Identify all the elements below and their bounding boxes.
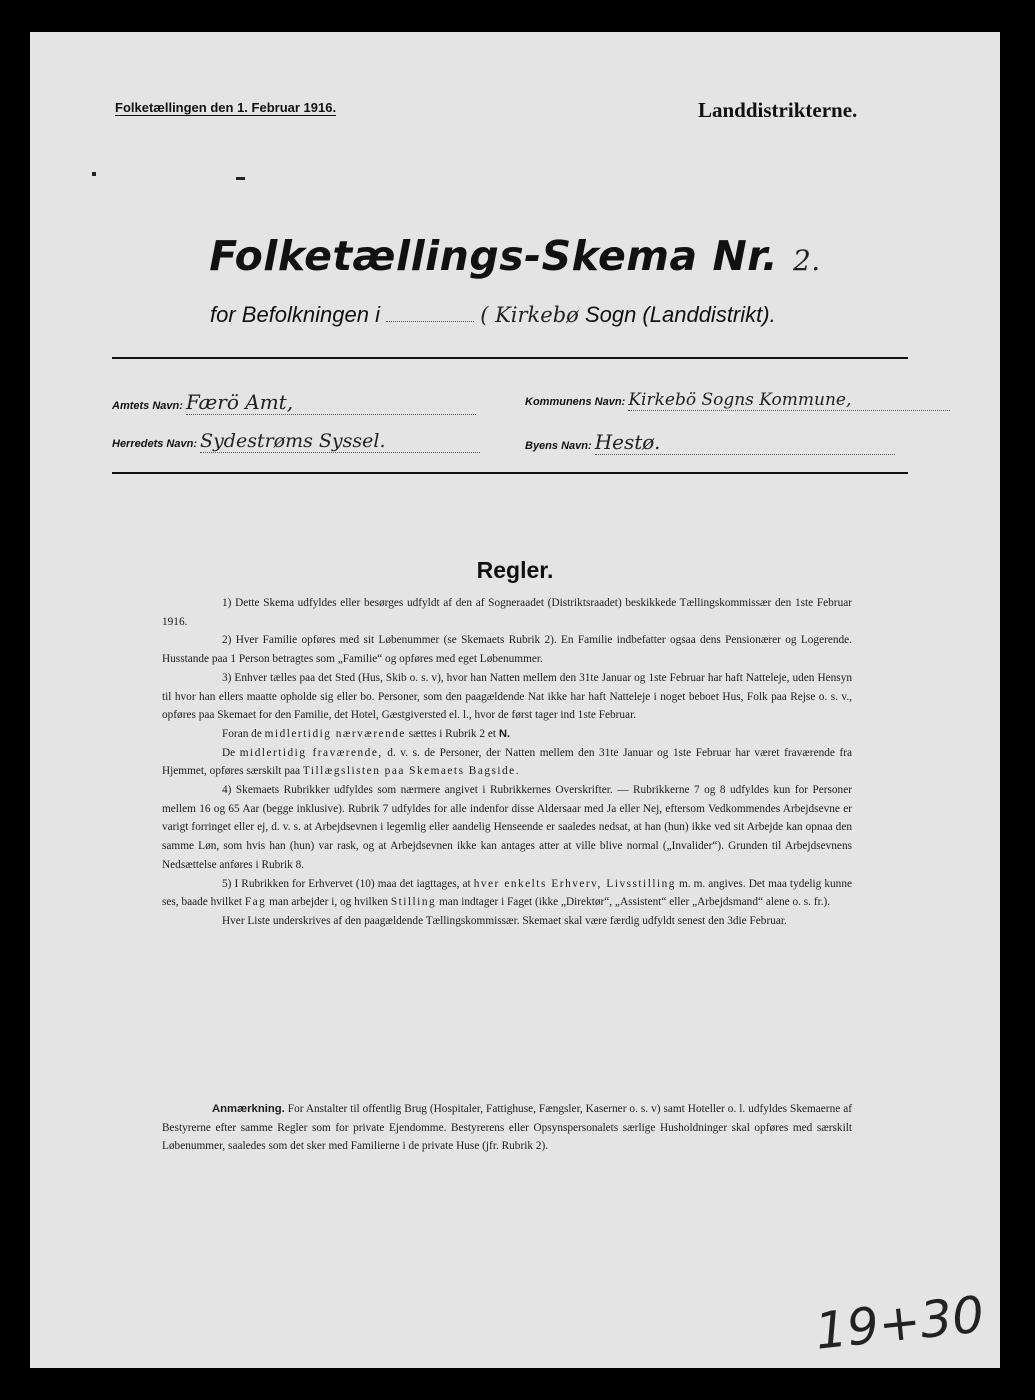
- ink-dash: [236, 177, 245, 180]
- kommune-line: [628, 390, 950, 411]
- rule-2: 2) Hver Familie opføres med sit Løbenummer (se Skemaets Rubrik 2). En Familie indbefatter ogsaa dens Pensionærer og Logerende. Husstande paa 1 Person betragtes som „Familie“ og opføres med eget Løbenummer.: [162, 634, 852, 666]
- district-header: Landdistrikterne.: [698, 98, 858, 122]
- rules-body: [162, 594, 852, 931]
- rule-5-spaced3: Stilling: [390, 896, 437, 909]
- rule-3-present-spaced: midlertidig nærværende: [264, 727, 406, 740]
- dotted-fill: [386, 321, 474, 322]
- rules-heading: Regler.: [476, 557, 554, 583]
- ink-dot: [92, 172, 96, 176]
- census-date-header: Folketællingen den 1. Februar 1916.: [115, 100, 337, 115]
- rule-3-absent-spaced: midlertidig fraværende,: [239, 746, 383, 759]
- page-number-handwritten: 19+30: [812, 1285, 987, 1361]
- rule-3-absent: [162, 744, 852, 781]
- amt-value: Færö Amt,: [185, 390, 294, 414]
- note-label: Anmærkning.: [212, 1103, 285, 1115]
- population-prefix: for Befolkningen i: [210, 302, 380, 327]
- by-line: [595, 430, 895, 455]
- form-number: 2.: [792, 244, 821, 277]
- census-form-sheet: [30, 32, 1000, 1368]
- rule-5: [162, 875, 852, 912]
- kommune-field: [525, 390, 950, 411]
- rule-5-spaced2: Fag: [244, 896, 267, 909]
- rule-3-absent-a: De: [222, 746, 236, 759]
- note-text: For Anstalter til offentlig Brug (Hospitaler, Fattighuse, Fængsler, Kaserner o. s. v) samt Hoteller o. l. udfyldes Skemaerne af Bestyrerne efter samme Regler som for private Ejendomme. Bestyrerens eller Opsynspersonalets særlige Husholdninger skal opføres med særskilt Løbenummer, saaledes som det sker med Familierne i de private Huse (jfr. Rubrik 2).: [162, 1103, 852, 1153]
- rule-5-d: man indtager i Faget (ikke „Direktør“, „Assistent“ eller „Arbejdsmand“ alene o. s. fr.).: [438, 896, 831, 909]
- rule-3-present: [162, 725, 852, 744]
- herred-line: [200, 430, 480, 453]
- rule-3-present-b: sættes i Rubrik 2 et: [408, 727, 496, 740]
- rule-3: 3) Enhver tælles paa det Sted (Hus, Skib o. s. v), hvor han Natten mellem den 31te Januar og 1ste Februar har haft Natteleje, uden Hensyn til hvor han ellers maatte opholde sig eller bo. Personer, som den paagældende Nat ikke har haft Natteleje i noget beboet Hus, Folk paa Rejse o. s. v., opføres paa Skemaet for den Familie, det Hotel, Gæstgiversted el. l., hvor de først tager ind 1ste Februar.: [162, 671, 852, 722]
- herred-label: Herredets Navn:: [112, 438, 197, 450]
- rule-6: Hver Liste underskrives af den paagældende Tællingskommissær. Skemaet skal være færdig udfyldt senest den 3die Februar.: [222, 914, 787, 927]
- rule-5-a: 5) I Rubrikken for Erhvervet (10) maa det iagttages, at: [222, 877, 471, 890]
- form-title-text: Folketællings-Skema Nr.: [209, 232, 779, 280]
- rule-3-absent-b: d. v. s. de Personer, der Natten mellem den 31te Januar og 1ste Februar har været fraværende fra Hjemmet, opføres særskilt paa: [162, 746, 853, 778]
- by-field: [525, 430, 895, 455]
- amt-field: [112, 390, 476, 415]
- kommune-value: Kirkebö Sogns Kommune,: [628, 390, 852, 410]
- herred-value: Sydestrøms Syssel.: [200, 430, 386, 452]
- rule-4: 4) Skemaets Rubrikker udfyldes som nærmere angivet i Rubrikkernes Overskrifter. — Rubrikkerne 7 og 8 udfyldes kun for Personer mellem 16 og 65 Aar (begge inklusive). Rubrik 7 udfyldes for alle indenfor disse Aldersaar med Ja eller Nej, eftersom Vedkommendes Arbejdsevne er varigt forringet eller ej, d. v. s. at Arbejdsevnen i legemlig eller aandelig Henseende er saaledes nedsat, at han (hun) ikke ved sit Arbejde kan opnaa den samme Løn, som hvis han (hun) var rask, og at Arbejdsevnen ikke kan antages atter at ville blive normal („Invalider“). Grunden til Arbejdsevnens Nedsættelse anføres i Rubrik 8.: [162, 784, 852, 871]
- population-line: [210, 302, 776, 328]
- divider-top: [112, 357, 908, 359]
- herred-field: [112, 430, 480, 453]
- parish-handwritten: ( Kirkebø: [480, 303, 579, 327]
- note-paragraph: [162, 1100, 852, 1156]
- population-suffix: Sogn (Landdistrikt).: [584, 302, 776, 327]
- rule-5-c: man arbejder i, og hvilken: [269, 896, 389, 909]
- by-label: Byens Navn:: [525, 440, 592, 452]
- note-block: [162, 1100, 852, 1156]
- amt-line: [186, 390, 476, 415]
- rule-3-present-a: Foran de: [222, 727, 262, 740]
- divider-bottom: [112, 472, 908, 474]
- rule-3-absent-spaced2: Tillægslisten paa Skemaets Bagside.: [302, 765, 521, 778]
- rule-5-spaced: hver enkelts Erhverv, Livsstilling: [473, 877, 676, 890]
- rule-1: 1) Dette Skema udfyldes eller besørges udfyldt af den af Sogneraadet (Distriktsraadet) beskikkede Tællingskommissær den 1ste Februar 1916.: [162, 597, 852, 628]
- form-title: [30, 232, 1000, 280]
- rule-3-present-mark: N.: [498, 727, 511, 740]
- kommune-label: Kommunens Navn:: [525, 396, 626, 408]
- rule-5-b: m. m. angives. Det maa tydelig kunne ses, baade hvilket: [162, 877, 852, 909]
- by-value: Hestø.: [594, 430, 661, 454]
- amt-label: Amtets Navn:: [112, 400, 183, 412]
